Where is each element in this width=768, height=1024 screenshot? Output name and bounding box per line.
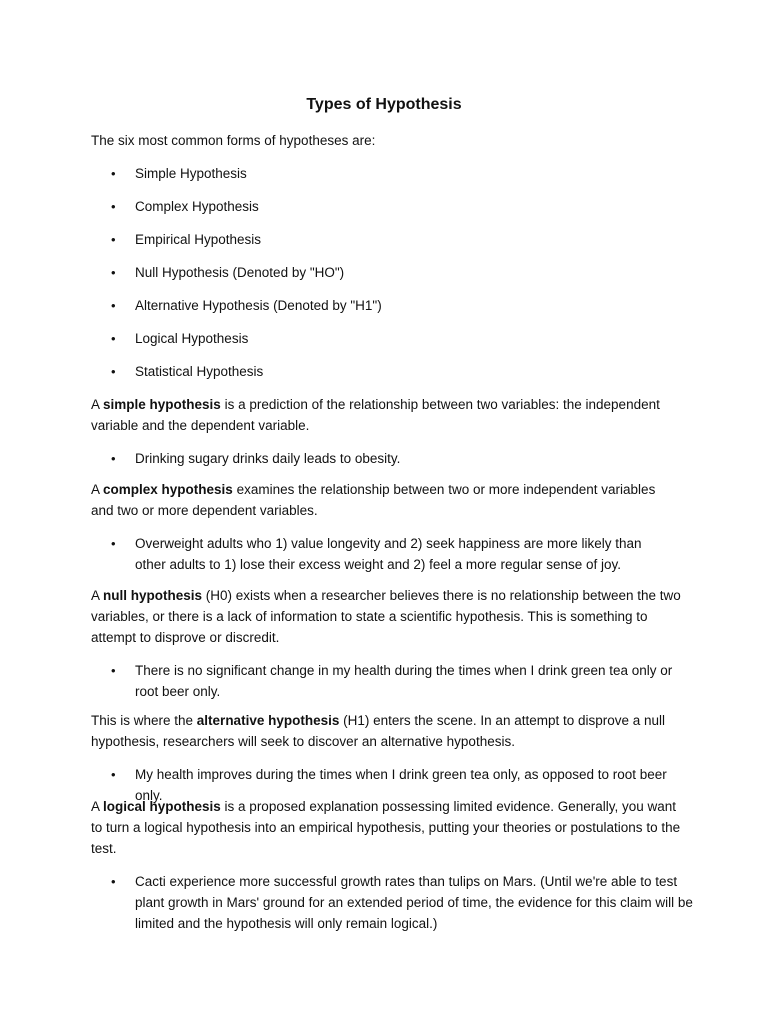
bullet-icon: • <box>111 232 116 247</box>
null-example: There is no significant change in my health during the times when I drink green tea only or root beer only. <box>135 663 673 699</box>
intro-text: The six most common forms of hypotheses are: <box>91 133 376 148</box>
simple-paragraph: A simple hypothesis is a prediction of the relationship between two variables: the independent variable and the dependent variable. <box>91 397 660 433</box>
bullet-icon: • <box>111 874 116 889</box>
list-item <box>91 660 675 702</box>
list-item: • Logical Hypothesis <box>91 328 691 361</box>
bullet-icon: • <box>111 199 116 214</box>
list-item <box>91 871 695 934</box>
list-item: • Empirical Hypothesis <box>91 229 691 262</box>
logical-paragraph: A logical hypothesis is a proposed explanation possessing limited evidence. Generally, you want to turn a logical hypothesis into an empirical hypothesis, putting your theories or postulations to the test. <box>91 799 681 856</box>
bullet-icon: • <box>111 364 116 379</box>
list-item: • Alternative Hypothesis (Denoted by "H1") <box>91 295 691 328</box>
complex-example: Overweight adults who 1) value longevity and 2) seek happiness are more likely than other adults to 1) lose their excess weight and 2) feel a more regular sense of joy. <box>135 536 642 572</box>
list-item: • Simple Hypothesis <box>91 163 691 196</box>
logical-term: logical hypothesis <box>103 799 221 814</box>
list-item: • Null Hypothesis (Denoted by "HO") <box>91 262 691 295</box>
null-section <box>91 585 691 702</box>
logical-example: Cacti experience more successful growth rates than tulips on Mars. (Until we're able to test plant growth in Mars' ground for an extended period of time, the evidence for this claim will be limited and the hypothesis will only remain logical.) <box>135 874 693 931</box>
simple-example: Drinking sugary drinks daily leads to obesity. <box>135 451 401 466</box>
list-item: • Statistical Hypothesis <box>91 361 691 394</box>
alternative-paragraph: This is where the alternative hypothesis (H1) enters the scene. In an attempt to disprove a null hypothesis, researchers will seek to discover an alternative hypothesis. <box>91 713 666 749</box>
logical-section <box>91 796 691 934</box>
bullet-icon: • <box>111 536 116 551</box>
bullet-icon: • <box>111 451 116 466</box>
bullet-icon: • <box>111 265 116 280</box>
page-title: Types of Hypothesis <box>306 96 462 113</box>
complex-paragraph: A complex hypothesis examines the relationship between two or more independent variables and two or more dependent variables. <box>91 482 656 518</box>
alternative-example: My health improves during the times when I drink green tea only, as opposed to root beer only. <box>135 767 667 803</box>
bullet-icon: • <box>111 166 116 181</box>
bullet-icon: • <box>111 663 116 678</box>
list-item: • Complex Hypothesis <box>91 196 691 229</box>
simple-term: simple hypothesis <box>103 397 221 412</box>
null-term: null hypothesis <box>103 588 203 603</box>
simple-section <box>91 394 691 469</box>
hypothesis-types-list <box>91 163 691 394</box>
alternative-term: alternative hypothesis <box>196 713 340 728</box>
bullet-icon: • <box>111 331 116 346</box>
list-item <box>91 448 691 469</box>
complex-section <box>91 479 691 575</box>
list-item <box>91 533 655 575</box>
complex-term: complex hypothesis <box>103 482 233 497</box>
alternative-section <box>91 710 691 806</box>
bullet-icon: • <box>111 767 116 782</box>
bullet-icon: • <box>111 298 116 313</box>
null-paragraph: A null hypothesis (H0) exists when a researcher believes there is no relationship between the two variables, or there is a lack of information to state a scientific hypothesis. This is something to attempt to disprove or discredit. <box>91 588 681 645</box>
